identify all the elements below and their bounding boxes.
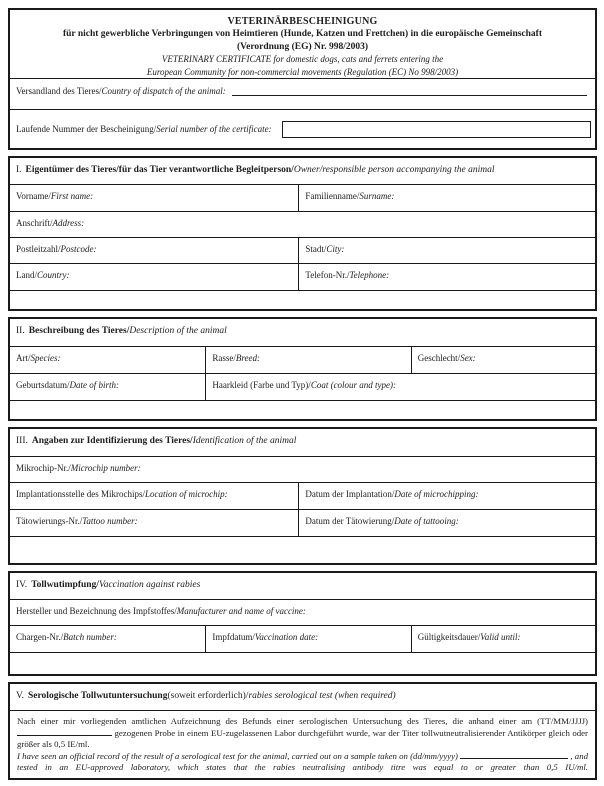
field-microchip-number (10, 457, 595, 482)
breed-label-de: Rasse/ (212, 353, 236, 363)
section-identification-title-de: Angaben zur Identifizierung des Tieres/ (31, 436, 193, 446)
section-vaccination (8, 571, 597, 676)
field-valid-until (411, 626, 595, 652)
microchip-label-en: Microchip number: (70, 463, 141, 473)
section-description-title-en: Description of the animal (129, 326, 227, 336)
valid-until-label-en: Valid until: (480, 632, 521, 642)
section-serology-title-de-bold: Serologische Tollwutuntersuchung (28, 691, 168, 701)
address-label-en: Address: (52, 218, 85, 228)
section-serology-numeral: V. (16, 691, 25, 701)
serial-number-row (10, 109, 595, 148)
city-label-en: City: (326, 244, 345, 254)
section-identification (8, 427, 597, 565)
section-description-header (10, 319, 595, 346)
section-vaccination-title-de: Tollwutimpfung/ (31, 580, 99, 590)
section-owner-title-de: Eigentümer des Tieres/für das Tier verantwortliche Begleitperson/ (25, 165, 294, 175)
veterinary-certificate (8, 8, 597, 786)
serology-de-part2: gezogenen Probe in einem EU-zugelassenen Labor durchgeführt wurde, war der Titer tollwutneutralisierender Antikörper gleich oder größer als 0,5 IE/ml. (17, 727, 588, 750)
surname-label-en: Surname: (359, 191, 395, 201)
field-microchip-location (10, 483, 298, 509)
microchip-label-de: Mikrochip-Nr./ (16, 463, 71, 473)
surname-label-de: Familienname/ (305, 191, 360, 201)
section-vaccination-header (10, 573, 595, 599)
serology-en-part1: I have seen an official record of the result of a serological test for the animal, carried out on a sample taken on (dd/mm/yyyy) (17, 750, 458, 761)
field-coat (205, 374, 595, 400)
first-name-label-de: Vorname/ (16, 191, 51, 201)
manufacturer-label-en: Manufacturer and name of vaccine: (176, 606, 306, 616)
vacc-date-label-de: Impfdatum/ (212, 632, 255, 642)
field-country (10, 264, 298, 290)
birth-label-de: Geburtsdatum/ (16, 380, 70, 390)
dispatch-country-label-de: Versandland des Tieres/ (16, 86, 102, 96)
section-serology-title-de-rest: (soweit erforderlich)/ (167, 691, 249, 701)
field-microchip-date (298, 483, 595, 509)
owner-address-row (10, 211, 595, 237)
section-vaccination-numeral: IV. (16, 580, 28, 590)
microchip-number-row (10, 456, 595, 482)
dispatch-country-row (10, 78, 595, 109)
section-owner-numeral: I. (16, 165, 22, 175)
owner-country-phone-row (10, 263, 595, 290)
country-label-en: Country: (37, 270, 70, 280)
city-label-de: Stadt/ (305, 244, 327, 254)
field-first-name (10, 185, 298, 211)
serology-statement (17, 716, 588, 774)
telephone-label-de: Telefon-Nr./ (305, 270, 350, 280)
section-description-numeral: II. (16, 326, 25, 336)
telephone-label-en: Telephone: (349, 270, 390, 280)
field-tattoo-date (298, 510, 595, 536)
field-vaccine-manufacturer (10, 600, 595, 625)
species-label-de: Art/ (16, 353, 31, 363)
serial-number-label-de: Laufende Nummer der Bescheinigung/ (16, 124, 157, 134)
certificate-subtitle-en-1: VETERINARY CERTIFICATE for domestic dogs, cats and ferrets entering the (161, 54, 444, 65)
section-description (8, 317, 597, 421)
section-identification-title-en: Identification of the animal (192, 436, 297, 446)
spacer-row (10, 536, 595, 563)
field-telephone (298, 264, 595, 290)
dispatch-country-blank-line[interactable] (232, 86, 587, 96)
coat-label-en: Coat (colour and type): (310, 380, 397, 390)
coat-label-de: Haarkleid (Farbe und Typ)/ (212, 380, 311, 390)
serology-statement-row (10, 710, 595, 778)
section-description-title-de: Beschreibung des Tieres/ (28, 326, 130, 336)
species-label-en: Species: (30, 353, 61, 363)
field-postcode (10, 238, 298, 263)
country-label-de: Land/ (16, 270, 37, 280)
owner-name-row (10, 184, 595, 211)
section-identification-header (10, 429, 595, 456)
certificate-header-section (8, 8, 597, 150)
chip-date-label-de: Datum der Implantation/ (305, 489, 395, 499)
spacer-row (10, 400, 595, 419)
field-batch-number (10, 626, 205, 652)
field-surname (298, 185, 595, 211)
section-owner (8, 156, 597, 311)
postcode-label-en: Postcode: (60, 244, 97, 254)
sex-label-de: Geschlecht/ (417, 353, 461, 363)
field-vaccination-date (205, 626, 410, 652)
manufacturer-label-de: Hersteller und Bezeichnung des Impfstoffes/ (16, 606, 177, 616)
serial-number-input-box[interactable] (282, 121, 591, 138)
certificate-title-de: VETERINÄRBESCHEINIGUNG (227, 16, 378, 27)
section-serology-title-en: rabies serological test (when required) (248, 691, 396, 701)
tattoo-label-en: Tattoo number: (82, 516, 138, 526)
tattoo-date-label-en: Date of tattooing: (394, 516, 459, 526)
section-owner-title-en: Owner/responsible person accompanying the animal (293, 165, 495, 175)
section-owner-header (10, 158, 595, 184)
field-sex (411, 347, 595, 373)
field-address (10, 212, 595, 237)
section-identification-numeral: III. (16, 436, 28, 446)
batch-date-validity-row (10, 625, 595, 652)
serology-de-part1: Nach einer mir vorliegenden amtlichen Aufzeichnung des Befunds einer serologischen Untersuchung des Tieres, die anhand einer am (TT/MM/JJJJ) (17, 716, 588, 726)
birth-label-en: Date of birth: (69, 380, 119, 390)
vaccine-manufacturer-row (10, 599, 595, 625)
serology-en-part2: , and tested in an EU-approved laboratory, which states that the rabies neutralising antibody titre was equal to or greater than 0,5 IU/ml. (17, 750, 588, 773)
batch-label-en: Batch number: (63, 632, 117, 642)
serology-statement-de (17, 716, 588, 751)
batch-label-de: Chargen-Nr./ (16, 632, 64, 642)
microchip-location-date-row (10, 482, 595, 509)
spacer-row (10, 290, 595, 309)
first-name-label-en: First name: (50, 191, 94, 201)
sample-date-blank-de[interactable] (17, 728, 112, 736)
chip-location-label-de: Implantationsstelle des Mikrochips/ (16, 489, 145, 499)
breed-label-en: Breed: (235, 353, 261, 363)
serology-statement-en (17, 751, 588, 774)
tattoo-date-label-de: Datum der Tätowierung/ (305, 516, 395, 526)
field-species (10, 347, 205, 373)
valid-until-label-de: Gültigkeitsdauer/ (417, 632, 481, 642)
serial-number-label-en: Serial number of the certificate: (156, 124, 272, 134)
certificate-title-block (10, 10, 595, 78)
section-serology-header (10, 684, 595, 710)
vacc-date-label-en: Vaccination date: (254, 632, 319, 642)
birth-coat-row (10, 373, 595, 400)
field-city (298, 238, 595, 263)
chip-date-label-en: Date of microchipping: (394, 489, 479, 499)
chip-location-label-en: Location of microchip: (144, 489, 228, 499)
certificate-subtitle-en-2: European Community for non-commercial movements (Regulation (EC) No 998/2003) (146, 66, 459, 77)
section-serology (8, 682, 597, 780)
owner-postcode-city-row (10, 237, 595, 263)
species-breed-sex-row (10, 346, 595, 373)
postcode-label-de: Postleitzahl/ (16, 244, 61, 254)
field-tattoo-number (10, 510, 298, 536)
sample-date-blank-en[interactable] (460, 751, 568, 759)
sex-label-en: Sex: (460, 353, 476, 363)
section-vaccination-title-en: Vaccination against rabies (98, 580, 201, 590)
spacer-row (10, 652, 595, 674)
tattoo-label-de: Tätowierungs-Nr./ (16, 516, 83, 526)
dispatch-country-label-en: Country of dispatch of the animal: (101, 86, 226, 96)
field-date-of-birth (10, 374, 205, 400)
tattoo-row (10, 509, 595, 536)
certificate-regulation: (Verordnung (EG) Nr. 998/2003) (236, 41, 369, 52)
address-label-de: Anschrift/ (16, 218, 53, 228)
field-breed (205, 347, 410, 373)
certificate-subtitle-de: für nicht gewerbliche Verbringungen von Heimtieren (Hunde, Katzen und Frettchen) in die europäische Gemeinschaft (62, 29, 543, 40)
